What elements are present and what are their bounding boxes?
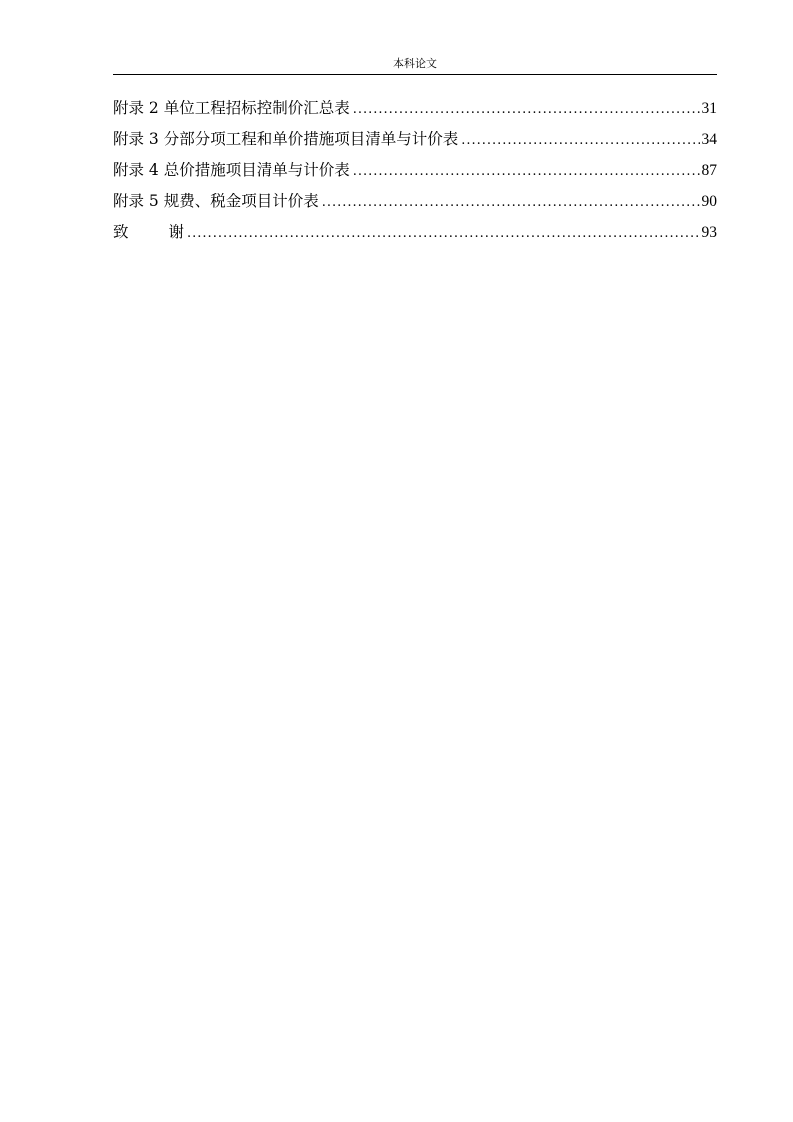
toc-leader-dots — [353, 156, 700, 187]
toc-entry-page: 93 — [701, 224, 717, 241]
table-of-contents — [113, 93, 717, 248]
header-title: 本科论文 — [393, 57, 437, 70]
toc-entry-label: 附录 3 分部分项工程和单价措施项目清单与计价表 — [113, 130, 459, 148]
toc-entry-page: 87 — [701, 162, 717, 179]
ack-label-char-2: 谢 — [168, 223, 185, 241]
toc-entry-appendix-4[interactable] — [113, 155, 717, 186]
page-header — [113, 52, 717, 75]
toc-entry-appendix-3[interactable] — [113, 124, 717, 155]
toc-entry-label: 附录 5 规费、税金项目计价表 — [113, 192, 319, 210]
toc-leader-dots — [187, 218, 699, 249]
toc-entry-label: 附录 4 总价措施项目清单与计价表 — [113, 161, 350, 179]
toc-entry-appendix-2[interactable] — [113, 93, 717, 124]
toc-leader-dots — [461, 125, 699, 156]
ack-label-char-1: 致 — [113, 223, 129, 241]
toc-leader-dots — [322, 187, 700, 218]
toc-leader-dots — [353, 94, 700, 125]
toc-entry-label: 附录 2 单位工程招标控制价汇总表 — [113, 99, 350, 117]
toc-entry-acknowledgement[interactable] — [113, 217, 717, 248]
toc-entry-page: 31 — [701, 100, 717, 117]
toc-entry-label — [113, 217, 184, 248]
toc-entry-appendix-5[interactable] — [113, 186, 717, 217]
toc-entry-page: 90 — [701, 193, 717, 210]
toc-entry-page: 34 — [701, 131, 717, 148]
